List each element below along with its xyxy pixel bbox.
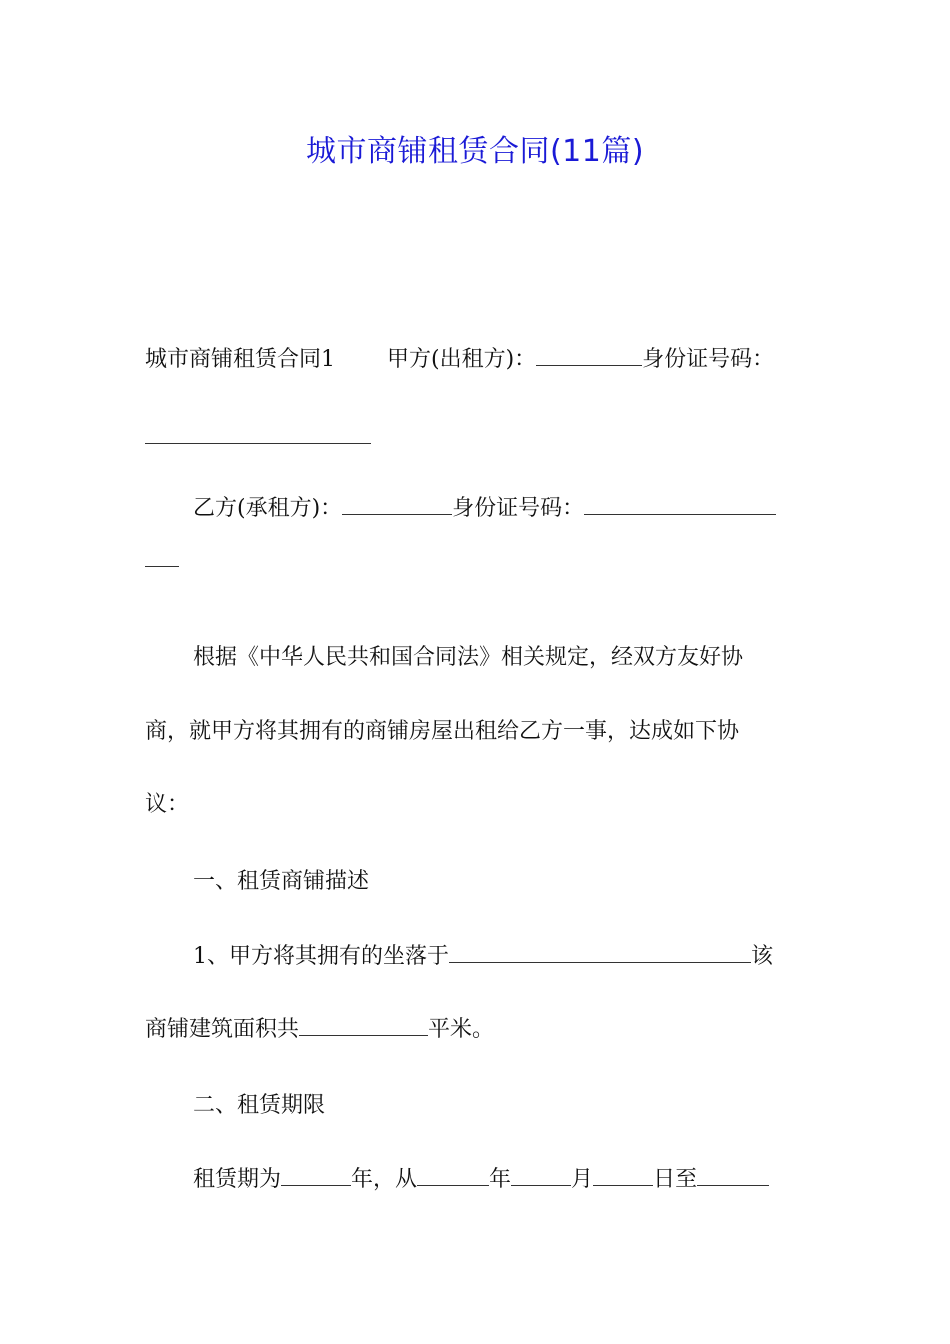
term-label: 租赁期为: [193, 1167, 282, 1192]
paragraph-line: 议：: [145, 792, 190, 817]
paragraph-line: 商，就甲方将其拥有的商铺房屋出租给乙方一事，达成如下协: [145, 719, 740, 744]
party-a-name-blank: [536, 343, 642, 366]
year-label: 年: [489, 1167, 512, 1192]
contract-heading: 城市商铺租赁合同1: [145, 347, 335, 372]
party-a-id-label: 身份证号码：: [642, 347, 775, 372]
location-blank: [449, 940, 751, 963]
party-b-line: [193, 492, 776, 525]
party-b-label: 乙方(承租方)：: [193, 496, 343, 521]
section-heading: 一、租赁商铺描述: [193, 869, 370, 894]
party-b-id-blank-continued: [145, 566, 179, 567]
party-a-line: [145, 343, 774, 376]
area-blank: [299, 1013, 428, 1036]
item-1-text-end: 该: [751, 944, 774, 969]
party-a-id-blank: [145, 443, 371, 444]
years-blank: [281, 1163, 351, 1186]
end-year-blank: [697, 1163, 769, 1186]
item-1-line-2: [145, 1013, 494, 1046]
term-from-label: 年，从: [351, 1167, 418, 1192]
lease-term-line: [193, 1163, 769, 1196]
party-b-id-blank: [584, 492, 776, 515]
area-unit: 平米。: [428, 1017, 495, 1042]
party-b-name-blank: [342, 492, 452, 515]
paragraph-line: 根据《中华人民共和国合同法》相关规定，经双方友好协: [193, 645, 744, 670]
start-month-blank: [511, 1163, 571, 1186]
party-b-id-label: 身份证号码：: [452, 496, 585, 521]
start-day-blank: [593, 1163, 653, 1186]
start-year-blank: [417, 1163, 489, 1186]
party-a-label: 甲方(出租方)：: [387, 347, 537, 372]
item-1-line: [193, 940, 773, 973]
area-label: 商铺建筑面积共: [145, 1017, 300, 1042]
item-1-text: 1、甲方将其拥有的坐落于: [193, 944, 449, 969]
day-to-label: 日至: [653, 1167, 698, 1192]
month-label: 月: [571, 1167, 594, 1192]
document-title: 城市商铺租赁合同(11篇): [305, 134, 645, 169]
section-heading: 二、租赁期限: [193, 1093, 326, 1118]
